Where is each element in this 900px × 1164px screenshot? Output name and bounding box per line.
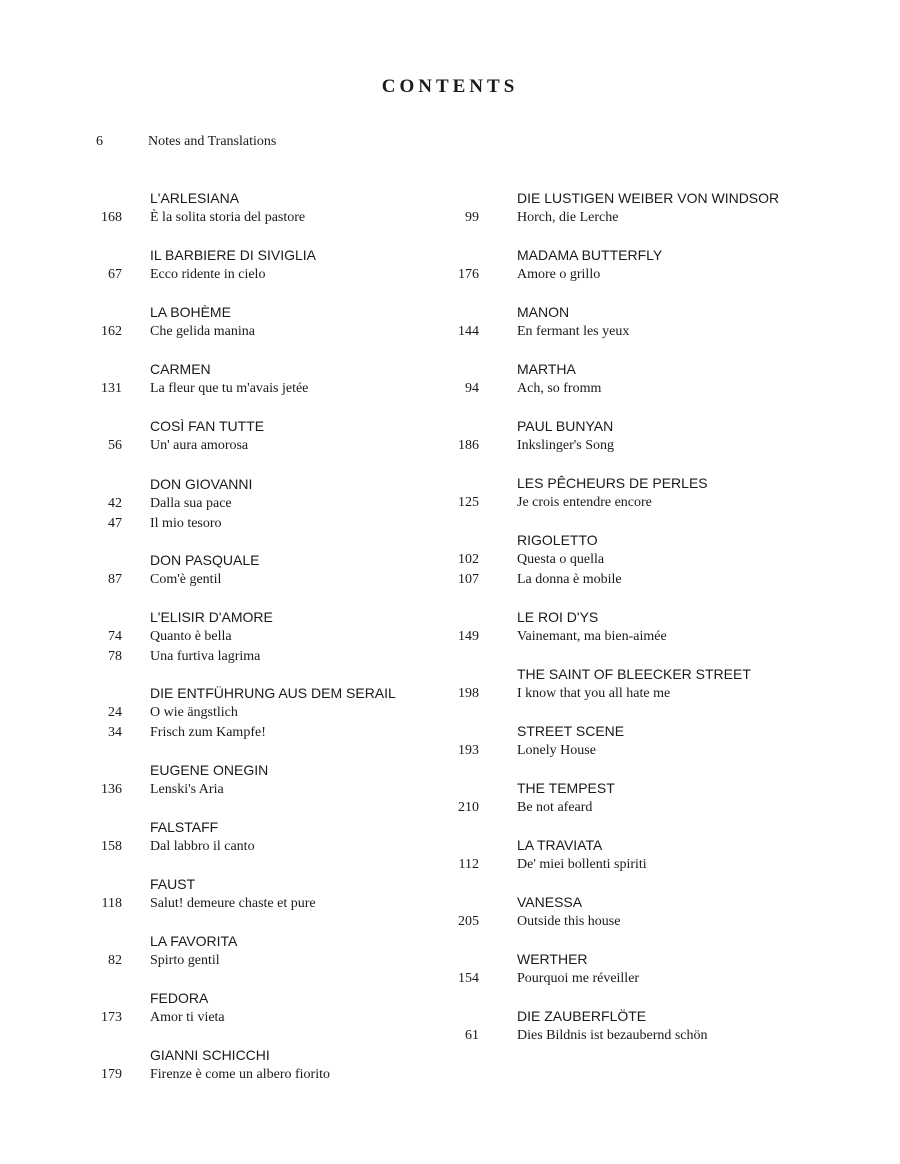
aria-title: Spirto gentil: [150, 953, 220, 968]
opera-title: WERTHER: [517, 951, 588, 967]
contents-title: CONTENTS: [381, 76, 519, 97]
aria-page-number: 34: [108, 725, 122, 740]
aria-title: Ach, so fromm: [517, 381, 602, 396]
aria-page-number: 47: [108, 516, 122, 531]
aria-title: Com'è gentil: [150, 572, 222, 587]
aria-title: Je crois entendre encore: [517, 495, 652, 510]
opera-title: LE ROI D'YS: [517, 609, 599, 625]
aria-page-number: 112: [458, 857, 479, 872]
aria-title: È la solita storia del pastore: [150, 210, 306, 225]
aria-page-number: 61: [465, 1028, 479, 1043]
opera-title: IL BARBIERE DI SIVIGLIA: [150, 247, 316, 263]
opera-title: THE SAINT OF BLEECKER STREET: [517, 666, 751, 682]
aria-title: La donna è mobile: [517, 572, 622, 587]
aria-title: Dies Bildnis ist bezaubernd schön: [517, 1028, 708, 1043]
aria-title: Pourquoi me réveiller: [517, 971, 640, 986]
aria-title: Quanto è bella: [150, 629, 232, 644]
aria-title: Lonely House: [517, 743, 596, 758]
intro-label: Notes and Translations: [148, 134, 277, 149]
opera-title: DIE LUSTIGEN WEIBER VON WINDSOR: [517, 190, 780, 206]
aria-page-number: 118: [101, 896, 122, 911]
opera-title: LES PÊCHEURS DE PERLES: [517, 475, 708, 491]
aria-page-number: 67: [108, 267, 122, 282]
aria-page-number: 158: [101, 839, 122, 854]
aria-page-number: 210: [458, 800, 479, 815]
aria-page-number: 186: [458, 438, 479, 453]
aria-title: Dal labbro il canto: [150, 839, 255, 854]
aria-title: O wie ängstlich: [150, 705, 238, 720]
opera-title: DIE ENTFÜHRUNG AUS DEM SERAIL: [150, 685, 396, 701]
aria-page-number: 168: [101, 210, 122, 225]
aria-page-number: 99: [465, 210, 479, 225]
opera-title: PAUL BUNYAN: [517, 418, 614, 434]
opera-title: L'ELISIR D'AMORE: [150, 609, 273, 625]
aria-page-number: 56: [108, 438, 122, 453]
intro-page-number: 6: [96, 134, 103, 149]
aria-title: I know that you all hate me: [517, 686, 671, 701]
aria-title: Amore o grillo: [517, 267, 601, 282]
opera-title: DON PASQUALE: [150, 552, 260, 568]
aria-page-number: 94: [465, 381, 479, 396]
aria-page-number: 198: [458, 686, 479, 701]
aria-title: De' miei bollenti spiriti: [517, 857, 647, 872]
opera-title: L'ARLESIANA: [150, 190, 240, 206]
intro-entry: [0, 134, 440, 156]
aria-page-number: 82: [108, 953, 122, 968]
opera-title: DON GIOVANNI: [150, 476, 253, 492]
opera-title: DIE ZAUBERFLÖTE: [517, 1008, 647, 1024]
aria-title: Be not afeard: [517, 800, 593, 815]
opera-title: CARMEN: [150, 361, 211, 377]
aria-page-number: 149: [458, 629, 479, 644]
aria-title: Outside this house: [517, 914, 621, 929]
opera-title: MADAMA BUTTERFLY: [517, 247, 663, 263]
aria-page-number: 78: [108, 649, 122, 664]
aria-page-number: 102: [458, 552, 479, 567]
aria-page-number: 154: [458, 971, 479, 986]
aria-title: Frisch zum Kampfe!: [150, 725, 266, 740]
opera-title: LA FAVORITA: [150, 933, 238, 949]
aria-title: Ecco ridente in cielo: [150, 267, 266, 282]
aria-title: Vainemant, ma bien-aimée: [517, 629, 667, 644]
opera-title: FAUST: [150, 876, 196, 892]
opera-title: FALSTAFF: [150, 819, 219, 835]
aria-page-number: 24: [108, 705, 122, 720]
opera-title: RIGOLETTO: [517, 532, 598, 548]
aria-title: Una furtiva lagrima: [150, 649, 261, 664]
aria-title: Horch, die Lerche: [517, 210, 619, 225]
aria-page-number: 107: [458, 572, 479, 587]
opera-title: EUGENE ONEGIN: [150, 762, 269, 778]
aria-page-number: 162: [101, 324, 122, 339]
aria-title: Inkslinger's Song: [517, 438, 615, 453]
aria-page-number: 136: [101, 782, 122, 797]
opera-title: FEDORA: [150, 990, 209, 1006]
opera-title: MARTHA: [517, 361, 576, 377]
aria-page-number: 176: [458, 267, 479, 282]
opera-title: STREET SCENE: [517, 723, 625, 739]
aria-title: Firenze è come un albero fiorito: [150, 1067, 330, 1082]
aria-page-number: 125: [458, 495, 479, 510]
aria-title: Lenski's Aria: [150, 782, 224, 797]
opera-title: COSÌ FAN TUTTE: [150, 418, 265, 434]
opera-title: VANESSA: [517, 894, 583, 910]
aria-title: Che gelida manina: [150, 324, 255, 339]
aria-title: Un' aura amorosa: [150, 438, 249, 453]
opera-title: THE TEMPEST: [517, 780, 615, 796]
aria-title: En fermant les yeux: [517, 324, 630, 339]
aria-title: Salut! demeure chaste et pure: [150, 896, 316, 911]
aria-page-number: 74: [108, 629, 122, 644]
aria-page-number: 131: [101, 381, 122, 396]
aria-page-number: 42: [108, 496, 122, 511]
aria-page-number: 205: [458, 914, 479, 929]
aria-title: La fleur que tu m'avais jetée: [150, 381, 309, 396]
opera-title: LA BOHÈME: [150, 304, 231, 320]
aria-page-number: 144: [458, 324, 479, 339]
opera-title: LA TRAVIATA: [517, 837, 603, 853]
aria-page-number: 87: [108, 572, 122, 587]
aria-title: Il mio tesoro: [150, 516, 222, 531]
aria-title: Questa o quella: [517, 552, 605, 567]
aria-page-number: 173: [101, 1010, 122, 1025]
aria-title: Dalla sua pace: [150, 496, 232, 511]
aria-page-number: 179: [101, 1067, 122, 1082]
opera-title: MANON: [517, 304, 570, 320]
opera-title: GIANNI SCHICCHI: [150, 1047, 270, 1063]
aria-page-number: 193: [458, 743, 479, 758]
aria-title: Amor ti vieta: [150, 1010, 225, 1025]
